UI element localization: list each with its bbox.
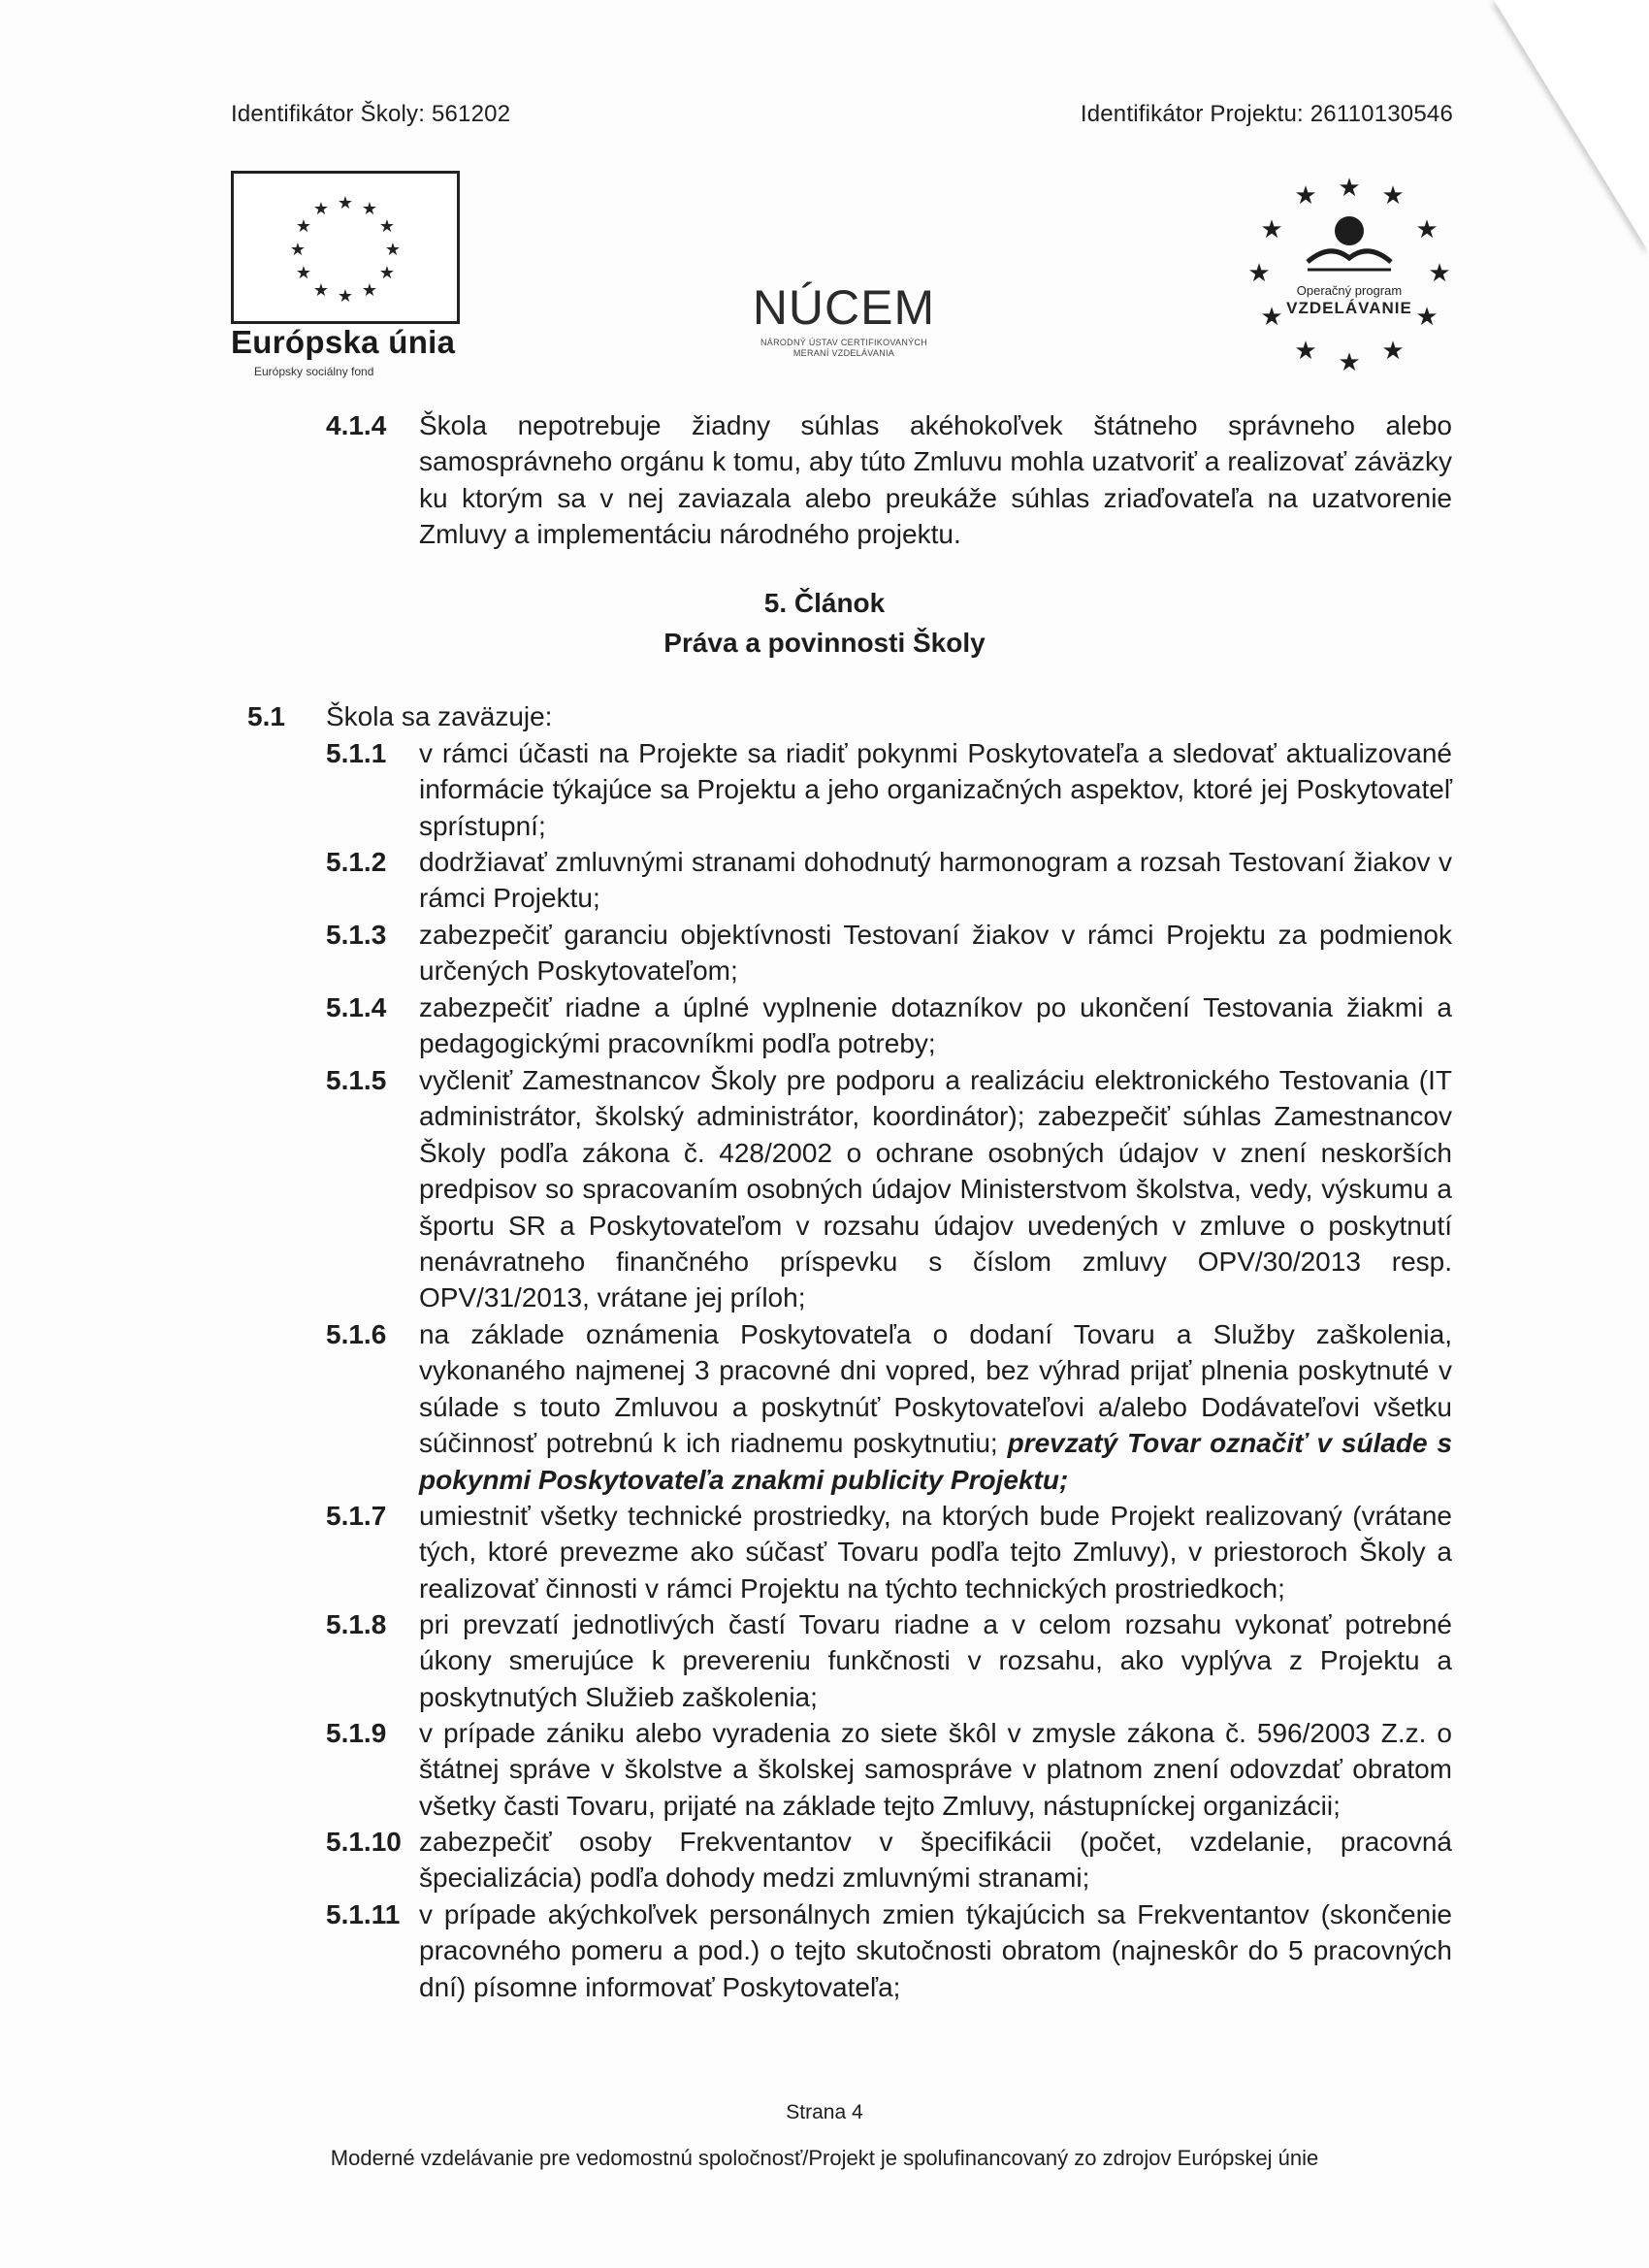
eu-logo-subtitle: Európsky sociálny fond (254, 365, 374, 378)
article-title: Práva a povinnosti Školy (663, 628, 986, 658)
item-number: 5.1.4 (326, 992, 387, 1022)
item-text: pri prevzatí jednotlivých častí Tovaru riadne a v celom rozsahu vykonať potrebné úkony smerujúce k prevereniu funkčnosti v rozsahu, ako vyplýva z Projektu a poskytnutých Služieb zaškolenia; (419, 1609, 1452, 1712)
svg-text:★: ★ (384, 240, 402, 260)
clause-number: 4.1.4 (326, 410, 387, 440)
item-number: 5.1.11 (326, 1899, 401, 1929)
svg-text:★: ★ (1294, 181, 1317, 211)
op-logo-line1: Operačný program (1296, 283, 1403, 298)
item-number: 5.1.6 (326, 1319, 387, 1349)
svg-text:★: ★ (295, 263, 312, 283)
item-number: 5.1.9 (326, 1718, 387, 1748)
svg-text:★: ★ (337, 286, 354, 307)
item-number: 5.1.5 (326, 1065, 387, 1095)
svg-text:★: ★ (1338, 174, 1361, 203)
nucem-logo-line2: MERANÍ VZDELÁVANIA (792, 348, 895, 358)
eu-logo-title: Európska únia (231, 324, 456, 360)
svg-text:★: ★ (1338, 348, 1361, 377)
eu-logo (231, 171, 458, 379)
op-logo-line2: VZDELÁVANIE (1286, 299, 1412, 317)
school-identifier: Identifikátor Školy: 561202 (231, 101, 511, 127)
svg-text:★: ★ (1260, 215, 1283, 244)
clause-intro: Škola sa zaväzuje: (326, 701, 553, 731)
svg-text:★: ★ (1247, 259, 1271, 288)
op-star-ring-icon (1238, 165, 1461, 388)
item-number: 5.1.2 (326, 847, 387, 877)
svg-text:★: ★ (337, 193, 354, 213)
item-text: vyčleniť Zamestnancov Školy pre podporu a realizáciu elektronického Testovania (IT administrátor, školský administrátor, koordinátor); zabezpečiť súhlas Zamestnancov Školy podľa zákona č. 428/2002 o ochrane osobných údajov v znení neskorších predpisov so spracovaním osobných údajov Ministerstvom školstva, vedy, výskumu a športu SR a Poskytovateľom v rozsahu údajov uvedených v zmluve o poskytnutí nenávratneho finančného príspevku s číslom zmluvy OPV/30/2013 resp. OPV/31/2013, vrátane jej príloh; (419, 1065, 1452, 1313)
page-number: Strana 4 (786, 2101, 863, 2123)
svg-text:★: ★ (1381, 337, 1405, 366)
page-corner-fold (1494, 0, 1649, 252)
item-text: zabezpečiť riadne a úplné vyplnenie dotazníkov po ukončení Testovania žiakmi a pedagogickými pracovníkmi podľa potreby; (419, 992, 1452, 1059)
clause-number: 5.1 (247, 701, 285, 731)
item-text: zabezpečiť osoby Frekventantov v špecifikácii (počet, vzdelanie, pracovná špecializácia) podľa dohody medzi zmluvnými stranami; (419, 1827, 1452, 1894)
svg-text:★: ★ (312, 280, 330, 301)
clause-text: Škola nepotrebuje žiadny súhlas akéhokoľvek štátneho správneho alebo samosprávneho orgánu k tomu, aby túto Zmluvu mohla uzatvoriť a realizovať záväzky ku ktorým sa v nej zaviazala alebo preukáže súhlas zriaďovateľa na uzatvorenie Zmluvy a implementáciu národného projektu. (419, 410, 1452, 550)
item-text (419, 1316, 1452, 1498)
article-number: 5. Článok (763, 588, 886, 618)
item-number: 5.1.10 (326, 1827, 402, 1857)
svg-text:★: ★ (1260, 303, 1283, 332)
item-text: dodržiavať zmluvnými stranami dohodnutý harmonogram a rozsah Testovaní žiakov v rámci Projektu; (419, 847, 1452, 914)
nucem-logo (718, 280, 970, 359)
item-text: v prípade zániku alebo vyradenia zo siete škôl v zmysle zákona č. 596/2003 Z.z. o štátnej správe v školstve a školskej samospráve v platnom znení odovzdať obratom všetky časti Tovaru, prijaté na základe tejto Zmluvy, nástupníckej organizácii; (419, 1718, 1452, 1821)
item-number: 5.1.7 (326, 1501, 387, 1531)
svg-text:★: ★ (312, 199, 330, 219)
svg-text:★: ★ (295, 216, 312, 237)
item-text: v prípade akýchkoľvek personálnych zmien týkajúcich sa Frekventantov (skončenie pracovného pomeru a pod.) o tejto skutočnosti obratom (najneskôr do 5 pracovných dní) písomne informovať Poskytovateľa; (419, 1899, 1452, 2002)
item-number: 5.1.8 (326, 1609, 387, 1639)
svg-text:★: ★ (361, 280, 378, 301)
svg-text:★: ★ (1415, 215, 1439, 244)
svg-text:★: ★ (1294, 337, 1317, 366)
page-footer: Moderné vzdelávanie pre vedomostnú spoločnosť/Projekt je spolufinancovaný zo zdrojov Európskej únie (330, 2146, 1319, 2170)
svg-text:★: ★ (378, 216, 396, 237)
item-text: umiestniť všetky technické prostriedky, na ktorých bude Projekt realizovaný (vrátane tých, ktoré prevezme ako súčasť Tovaru podľa tejto Zmluvy), v priestoroch Školy a realizovať činnosti v rámci Projektu na týchto technických prostriedkoch; (419, 1501, 1452, 1604)
item-text-plain: na základe oznámenia Poskytovateľa o dodaní Tovaru a Služby zaškolenia, vykonaného najmenej 3 pracovné dni vopred, bez výhrad prijať plnenia poskytnuté v súlade s touto Zmluvou a poskytnúť Poskytovateľovi a/alebo Dodávateľovi všetku súčinnosť potrebnú k ich riadnemu poskytnutiu; (419, 1319, 1452, 1459)
item-text: zabezpečiť garanciu objektívnosti Testovaní žiakov v rámci Projektu za podmienok určených Poskytovateľom; (419, 920, 1452, 987)
item-text-emphasis: prevzatý Tovar označiť v súlade s pokynmi Poskytovateľa znakmi publicity Projektu; (419, 1428, 1453, 1495)
op-vzdelavanie-logo (1238, 165, 1461, 388)
item-number: 5.1.3 (326, 920, 387, 950)
project-identifier: Identifikátor Projektu: 26110130546 (1080, 101, 1453, 127)
nucem-logo-line1: NÁRODNÝ ÚSTAV CERTIFIKOVANÝCH (760, 338, 928, 347)
nucem-logo-word: NÚCEM (752, 280, 936, 335)
eu-flag-icon (231, 171, 460, 324)
svg-text:★: ★ (1428, 259, 1451, 288)
svg-text:★: ★ (361, 199, 378, 219)
svg-text:★: ★ (289, 240, 307, 260)
svg-text:★: ★ (1415, 303, 1439, 332)
svg-text:★: ★ (378, 263, 396, 283)
svg-text:★: ★ (1381, 181, 1405, 211)
item-number: 5.1.1 (326, 738, 387, 768)
item-text: v rámci účasti na Projekte sa riadiť pokynmi Poskytovateľa a sledovať aktualizované informácie týkajúce sa Projektu a jeho organizačných aspektov, ktoré jej Poskytovateľ sprístupní; (419, 738, 1452, 841)
